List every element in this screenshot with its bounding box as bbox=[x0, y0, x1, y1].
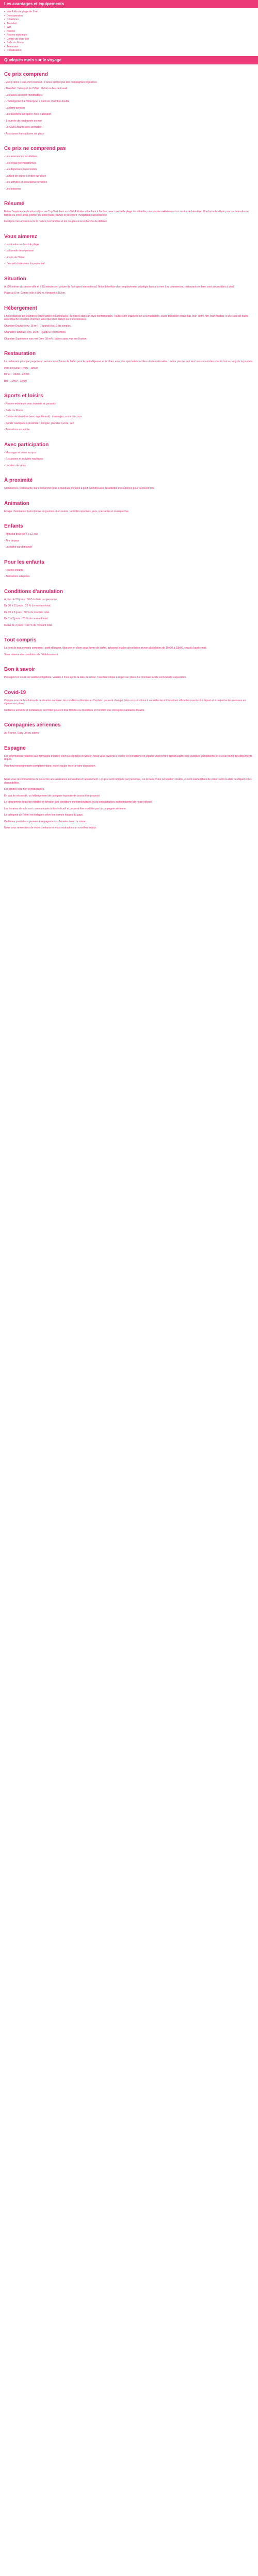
amenities-list bbox=[4, 10, 254, 53]
section-paragraph: Idéal pour les amoureux de la nature, les familles et les couples à la recherche de détente. bbox=[4, 220, 108, 223]
section-body bbox=[4, 402, 254, 435]
section-heading: Pour les enfants bbox=[4, 559, 44, 565]
trip-title: Quelques mots sur le voyage bbox=[4, 57, 62, 62]
section-paragraph: Compte tenu de l'évolution de la situation sanitaire, les conditions d'entrée au Cap-Vert peuvent changer. Nous vous invitons à consulter les informations officielles avant votre départ et à respecter les mesures en vigueur sur place. bbox=[4, 699, 246, 705]
section-paragraph: De 20 à 8 jours : 50 % du montant total. bbox=[4, 611, 50, 614]
section-heading: Tout compris bbox=[4, 637, 37, 643]
section-paragraph: Sous réserve des conditions de l'établissement. bbox=[4, 653, 59, 656]
section-paragraph: Petit-déjeuner : 7h00 - 10h00 bbox=[4, 366, 38, 370]
section-paragraph: - Les activités et excursions payantes bbox=[4, 181, 47, 184]
section-paragraph: Nous vous remercions de votre confiance et vous souhaitons un excellent séjour. bbox=[4, 826, 97, 829]
section-paragraph: - Animations adaptées bbox=[4, 575, 30, 578]
section-paragraph: Les informations relatives aux formalités d'entrée sont susceptibles d'évoluer. Nous vous invitons à vérifier les conditions en vigueur avant votre départ auprès des autorités compétentes et à vous munir des documents requis. bbox=[4, 754, 252, 761]
section-paragraph: - Miniclub pour les 4 à 12 ans bbox=[4, 533, 38, 536]
section-body bbox=[4, 243, 254, 269]
section-body bbox=[4, 360, 254, 386]
section-paragraph: - L'hébergement à l'hôtel pour 7 nuits en chambre double bbox=[4, 100, 70, 103]
section-paragraph: - Lits bébé sur demande bbox=[4, 546, 32, 549]
section-heading: À proximité bbox=[4, 478, 33, 483]
amenity-item: • Chambres bbox=[4, 18, 254, 22]
section-paragraph: - Sports nautiques à proximité : plongée, planche à voile, surf bbox=[4, 421, 74, 425]
section-paragraph: - L'accueil chaleureux du personnel bbox=[4, 262, 45, 265]
section-paragraph: Faites l'expérience de votre séjour au Cap-Vert dans un hôtel 4 étoiles situé face à l'océan, avec une belle plage de sable fin, une piscine extérieure et un centre de bien-être. Une formule idéale pour se détendre en famille ou entre amis, profiter du soleil toute l'année et découvrir l'hospitalité capverdienne. bbox=[4, 210, 249, 217]
section-title: Les avantages et équipements bbox=[4, 2, 64, 6]
section-body bbox=[4, 451, 254, 471]
section-heading: Situation bbox=[4, 276, 26, 282]
section-paragraph: Les photos sont non contractuelles. bbox=[4, 788, 45, 791]
section-paragraph: Nous vous recommandons de souscrire une assurance annulation et rapatriement. Les prix sont indiqués par personne, sur la base d'une occupation double, et sont susceptibles de varier selon la date de départ et les disponibilités. bbox=[4, 778, 252, 785]
section-paragraph: De 7 à 2 jours : 75 % du montant total. bbox=[4, 617, 49, 620]
section-paragraph: De 30 à 21 jours : 25 % du montant total. bbox=[4, 604, 51, 607]
section-paragraph: - La situation en bord de plage bbox=[4, 243, 39, 246]
amenity-item: • Climatisation bbox=[4, 49, 254, 53]
section-paragraph: - Salle de fitness bbox=[4, 409, 23, 412]
section-heading: Ce prix comprend bbox=[4, 71, 49, 77]
section-paragraph: - Massages et soins au spa bbox=[4, 451, 36, 454]
section-paragraph: - La taxe de séjour à régler sur place bbox=[4, 174, 46, 178]
section-heading: Covid-19 bbox=[4, 689, 26, 696]
section-paragraph: En cas de nécessité, un hébergement de catégorie équivalente pourra être proposé. bbox=[4, 794, 101, 798]
section-paragraph: - Location de vélos bbox=[4, 464, 26, 467]
section-paragraph: - Les repas non mentionnés bbox=[4, 161, 36, 165]
page bbox=[0, 0, 258, 833]
amenity-item: • Piscine extérieure bbox=[4, 33, 254, 37]
section-title-bar bbox=[0, 0, 258, 8]
amenity-item: • Demi-pension bbox=[4, 14, 254, 18]
section-paragraph: - Les assurances facultatives bbox=[4, 155, 38, 158]
section-paragraph: L'hôtel dispose de chambres confortables et lumineuses, décorées dans un style contemporain. Toutes sont équipées de la climatisation, d'une télévision écran plat, d'un coffre-fort, d'un minibar, d'une salle de bains avec douche et sèche-cheveux, ainsi que d'un balcon ou d'une terrasse. bbox=[4, 314, 248, 321]
section-paragraph: Pour tout renseignement complémentaire, notre équipe reste à votre disposition. bbox=[4, 764, 96, 768]
section-body bbox=[4, 598, 254, 631]
section-paragraph: - La formule demi-pension bbox=[4, 249, 35, 252]
section-paragraph: Dîner : 19h00 - 22h00 bbox=[4, 373, 29, 376]
section-paragraph: Commerces, restaurants, bars et marché local à quelques minutes à pied. Nombreuses possibilités d'excursions pour découvrir l'île. bbox=[4, 487, 155, 490]
section-heading: Compagnies aériennes bbox=[4, 722, 61, 728]
section-paragraph: Moins de 2 jours : 100 % du montant total. bbox=[4, 623, 53, 627]
section-paragraph: - Transfert: l'aéroport de l'hôtel ; l'hôtel au lieu de travail. bbox=[4, 87, 68, 90]
section-body bbox=[4, 210, 254, 227]
section-paragraph: Passeport en cours de validité obligatoire, valable 6 mois après la date de retour. Taxe touristique à régler sur place. La monnaie locale est l'escudo capverdien. bbox=[4, 676, 187, 679]
amenity-item: • Wifi bbox=[4, 26, 254, 29]
section-paragraph: - Vols France / Cap-Vert et retour / France opérés par des compagnies régulières bbox=[4, 80, 97, 84]
amenity-item: • Télévision bbox=[4, 45, 254, 49]
section-body bbox=[4, 732, 254, 738]
section-body bbox=[4, 569, 254, 582]
section-paragraph: Chambre Supérieure vue mer (env. 30 m²) : balcon avec vue sur l'océan. bbox=[4, 337, 87, 341]
section-heading: Hébergement bbox=[4, 305, 37, 311]
section-body bbox=[4, 81, 254, 139]
section-heading: Animation bbox=[4, 500, 29, 506]
section-paragraph: Certaines activités et installations de l'hôtel peuvent être limitées ou modifiées en fonction des consignes sanitaires locales. bbox=[4, 708, 145, 712]
section-paragraph: - Les taxes aéroport (modifiables) bbox=[4, 93, 43, 97]
section-paragraph: - Animations en soirée bbox=[4, 428, 30, 431]
trip-bar bbox=[0, 56, 258, 64]
section-paragraph: - Le Club Enfants avec animation bbox=[4, 126, 42, 129]
amenity-item: • Vue & Accès plage de 1 km. bbox=[4, 10, 254, 14]
section-paragraph: - Aire de jeux bbox=[4, 539, 20, 543]
section-heading: Sports et loisirs bbox=[4, 393, 43, 399]
section-paragraph: Le programme peut être modifié en fonction des conditions météorologiques ou de circonstances indépendantes de notre volonté. bbox=[4, 801, 153, 804]
section-paragraph: - Piscine enfants bbox=[4, 568, 23, 572]
section-paragraph: Chambre Familiale (env. 35 m²) : jusqu'à 4 personnes. bbox=[4, 331, 67, 334]
section-heading: Conditions d'annulation bbox=[4, 588, 63, 595]
section-heading: Bon à savoir bbox=[4, 667, 36, 672]
amenity-item: • Centre de bien-être bbox=[4, 38, 254, 41]
section-heading: Espagne bbox=[4, 745, 26, 751]
section-paragraph: - 1 journée de randonnée en mer bbox=[4, 119, 42, 123]
section-paragraph: Bar : 10h00 - 23h00 bbox=[4, 379, 27, 383]
section-body bbox=[4, 755, 254, 771]
section-body bbox=[4, 533, 254, 552]
section-paragraph: - Les transferts aéroport / hôtel / aéroport bbox=[4, 113, 52, 116]
section-body bbox=[4, 285, 254, 298]
amenities-panel bbox=[0, 8, 258, 56]
section-body bbox=[4, 315, 254, 344]
amenity-item: • Salle de fitness bbox=[4, 41, 254, 45]
section-body bbox=[4, 778, 254, 833]
section-paragraph: - Assistance francophone sur place bbox=[4, 132, 44, 135]
section-body bbox=[4, 699, 254, 716]
section-paragraph: - Les dépenses personnelles bbox=[4, 168, 37, 171]
section-paragraph: Chambre Double (env. 25 m²) : 1 grand lit ou 2 lits simples. bbox=[4, 324, 72, 328]
section-paragraph: Certaines prestations peuvent être payantes ou fermées selon la saison. bbox=[4, 820, 87, 823]
section-body bbox=[4, 155, 254, 194]
section-paragraph: - Excursions et activités nautiques bbox=[4, 457, 43, 461]
section-paragraph: - Centre de bien-être (avec supplément) : massages, soins du corps bbox=[4, 415, 82, 418]
section-paragraph: À 500 mètres du centre-ville et à 15 minutes en voiture de l'aéroport international, l'hôtel bénéficie d'un emplacement privilégié face à la mer. Les commerces, restaurants et bars sont accessibles à pied. bbox=[4, 285, 235, 289]
section-heading: Résumé bbox=[4, 201, 24, 207]
section-paragraph: Plage à 50 m. Centre-ville à 500 m. Aéroport à 15 km. bbox=[4, 292, 66, 295]
section-heading: Avec participation bbox=[4, 442, 49, 448]
section-paragraph: - Piscine extérieure avec transats et parasols bbox=[4, 402, 56, 405]
section-body bbox=[4, 647, 254, 659]
section-heading: Restauration bbox=[4, 351, 36, 357]
section-paragraph: Air France, Easy Jet ou autres bbox=[4, 732, 39, 735]
section-body bbox=[4, 510, 254, 517]
section-paragraph: À plus de 30 jours : 50 € de frais par personne. bbox=[4, 598, 58, 601]
section-body bbox=[4, 676, 254, 683]
section-paragraph: Le restaurant principal propose un service sous forme de buffet pour le petit-déjeuner et le dîner, avec des spécialités locales et internationales. Un bar piscine sert des boissons et des snacks tout au long de la journée. bbox=[4, 360, 253, 363]
content-sections bbox=[0, 72, 258, 833]
section-body bbox=[4, 487, 254, 494]
section-paragraph: Équipe d'animation francophone en journée et en soirée : activités sportives, jeux, spectacles et musique live. bbox=[4, 510, 130, 513]
amenity-item: • Transfert bbox=[4, 22, 254, 26]
section-paragraph: - La demi-pension bbox=[4, 106, 25, 110]
section-paragraph: La catégorie de l'hôtel est indiquée selon les normes locales du pays. bbox=[4, 814, 84, 817]
section-heading: Ce prix ne comprend pas bbox=[4, 146, 66, 151]
section-heading: Enfants bbox=[4, 523, 23, 529]
section-paragraph: - Les boissons bbox=[4, 187, 21, 191]
section-paragraph: - Le spa de l'hôtel bbox=[4, 256, 25, 259]
section-paragraph: Les horaires de vols sont communiqués à titre indicatif et peuvent être modifiés par la compagnie aérienne. bbox=[4, 807, 127, 810]
amenity-item: • Piscine bbox=[4, 30, 254, 33]
section-heading: Vous aimerez bbox=[4, 233, 37, 240]
section-paragraph: La formule tout compris comprend : petit-déjeuner, déjeuner et dîner sous forme de buffet, boissons locales alcoolisées et non alcoolisées de 10h00 à 23h00, snacks l'après-midi. bbox=[4, 647, 207, 650]
